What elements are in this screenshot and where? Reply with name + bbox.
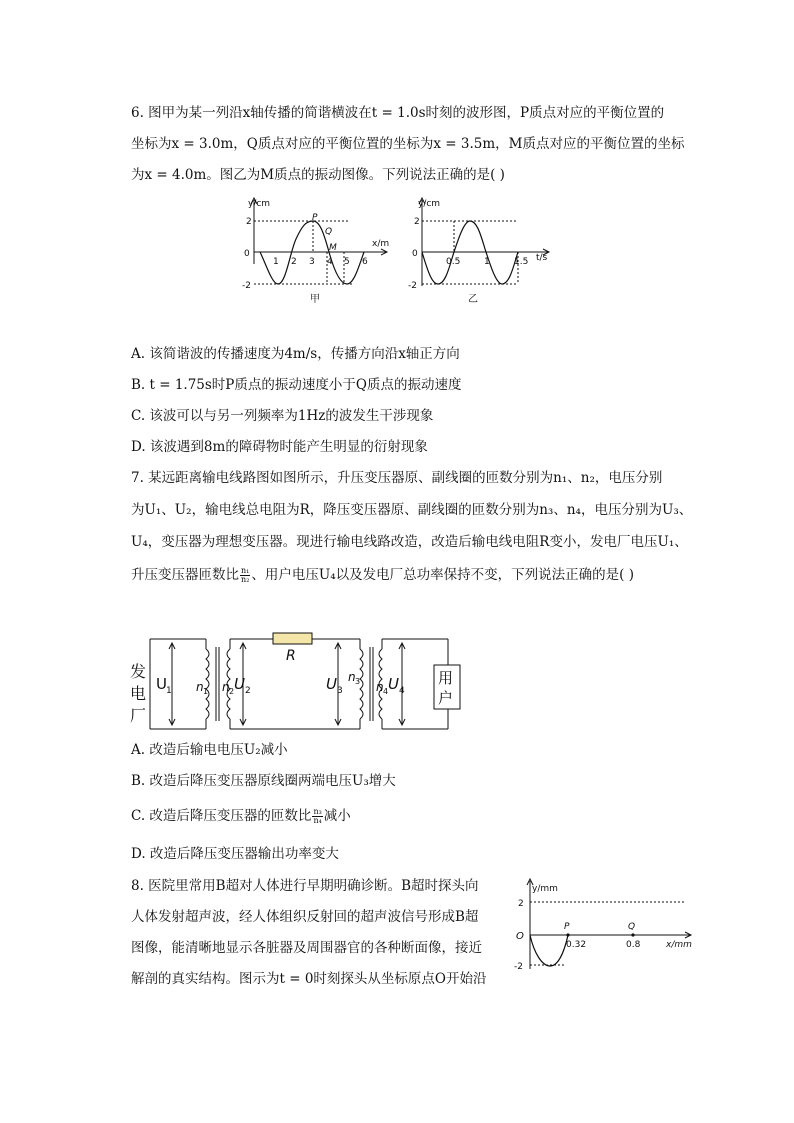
load-label-char: 户 <box>438 689 454 707</box>
q6-line-2: 坐标为x = 3.0m，Q质点对应的平衡位置的坐标为x = 3.5m，M质点对应的平衡位置的坐标 <box>131 136 685 152</box>
t-tick: 1 <box>484 257 490 267</box>
ultrasound-wave-graph <box>508 873 694 973</box>
point-p-label: P <box>312 213 318 223</box>
q6-option-d[interactable]: D. 该波遇到8m的障碍物时能产生明显的衍射现象 <box>131 439 428 455</box>
turns-ratio-n3-n4 <box>312 808 322 825</box>
q8-line-4: 解剖的真实结构。图示为t = 0时刻探头从坐标原点O开始沿 <box>131 971 487 987</box>
x-tick: 1 <box>273 257 279 267</box>
origin-label: O <box>516 931 524 942</box>
point-m-label: M <box>329 243 337 253</box>
voltage-u2-label: U <box>234 675 245 693</box>
x-tick: 3 <box>309 257 315 267</box>
fraction-denominator: n₂ <box>241 575 250 584</box>
q6-line-1: 6. 图甲为某一列沿x轴传播的简谐横波在t = 1.0s时刻的波形图，P质点对应的平衡位置的 <box>131 105 665 121</box>
voltage-u4-label: U <box>388 675 399 693</box>
q7-option-b[interactable]: B. 改造后降压变压器原线圈两端电压U₃增大 <box>131 773 396 789</box>
axis-x-label: x/m <box>372 239 390 249</box>
x-tick-p: 0.32 <box>566 940 587 950</box>
q8-line-3: 图像，能清晰地显示各脏器及周围器官的各种断面像，接近 <box>131 940 482 956</box>
turns-n1-sub: 1 <box>203 687 209 696</box>
figure-caption-jia: 甲 <box>310 294 320 305</box>
axis-x-label: t/s <box>536 253 548 263</box>
t-tick: 1.5 <box>514 257 529 267</box>
q7-option-c[interactable] <box>131 807 351 825</box>
turns-n4-sub: 4 <box>383 687 389 696</box>
point-p-label: P <box>564 922 570 932</box>
q6-option-c[interactable]: C. 该波可以与另一列频率为1Hz的波发生干涉现象 <box>131 408 434 424</box>
load-label-char: 用 <box>438 669 454 687</box>
q7-line-4 <box>131 566 634 584</box>
resistor-r <box>273 633 312 644</box>
ultrasound-wave-curve <box>530 935 568 966</box>
y-top-label: 2 <box>414 217 420 227</box>
source-label-char: 厂 <box>130 706 147 725</box>
axis-x-label: x/mm <box>666 940 692 950</box>
q7-line-3: U₄，变压器为理想变压器。现进行输电线路改造，改造后输电线电阻R变小，发电厂电压U₁、 <box>131 534 688 550</box>
q6-line-3: 为x = 4.0m。图乙为M质点的振动图像。下列说法正确的是( ) <box>131 167 505 183</box>
y-bottom-label: -2 <box>242 281 251 291</box>
turns-n3-sub: 3 <box>355 677 361 686</box>
voltage-u1-sub: 1 <box>166 686 172 696</box>
axis-y-label: y/cm <box>418 199 441 209</box>
q7-line-2: 为U₁、U₂，输电线总电阻为R，降压变压器原、副线圈的匝数分别为n₃、n₄，电压分别为U₃、 <box>131 502 693 518</box>
q7-line-4-part-a: 升压变压器匝数比 <box>131 567 239 583</box>
voltage-u1-label: U <box>156 675 167 693</box>
x-tick: 2 <box>291 257 297 267</box>
resistor-label: R <box>286 648 296 664</box>
q7-option-d[interactable]: D. 改造后降压变压器输出功率变大 <box>131 846 339 862</box>
turns-ratio-n1-n2 <box>240 567 250 584</box>
point-q-label: Q <box>325 227 333 237</box>
y-bottom-label: -2 <box>408 281 417 291</box>
y-bottom-label: -2 <box>514 962 523 972</box>
axis-y-label: y/mm <box>532 884 558 894</box>
wave-graph-jia <box>240 194 395 306</box>
q7-option-c-part-b: 减小 <box>323 808 351 824</box>
transmission-circuit-diagram <box>126 625 466 735</box>
q7-option-a[interactable]: A. 改造后输电电压U₂减小 <box>131 742 288 758</box>
source-label-char: 电 <box>130 684 147 703</box>
axis-y-label: y/cm <box>248 199 271 209</box>
voltage-u2-sub: 2 <box>245 686 251 696</box>
q6-option-a[interactable]: A. 该简谐波的传播速度为4m/s，传播方向沿x轴正方向 <box>131 346 460 362</box>
source-label-char: 发 <box>130 662 147 681</box>
q7-line-1: 7. 某远距离输电线路图如图所示，升压变压器原、副线圈的匝数分别为n₁、n₂，电压分别 <box>131 470 663 486</box>
voltage-u3-sub: 3 <box>337 686 343 696</box>
x-tick: 6 <box>362 257 368 267</box>
origin-label: 0 <box>412 249 418 259</box>
voltage-u3-label: U <box>326 675 337 693</box>
fraction-numerator: n₃ <box>313 807 322 816</box>
point-q-marker <box>631 933 634 936</box>
point-p-marker <box>566 933 569 936</box>
turns-n3-label: n <box>348 670 356 684</box>
t-tick: 0.5 <box>446 257 461 267</box>
vibration-graph-yi <box>408 194 558 306</box>
figure-caption-yi: 乙 <box>468 294 478 305</box>
turns-n2-sub: 2 <box>229 687 235 696</box>
q8-line-1: 8. 医院里常用B超对人体进行早期明确诊断。B超时探头向 <box>131 878 479 894</box>
x-tick: 4 <box>327 257 333 267</box>
x-tick-q: 0.8 <box>626 940 641 950</box>
voltage-u4-sub: 4 <box>399 686 405 696</box>
origin-label: 0 <box>244 249 250 259</box>
turns-n4-label: n <box>376 680 384 694</box>
y-top-label: 2 <box>518 899 524 909</box>
point-q-label: Q <box>628 922 636 932</box>
y-top-label: 2 <box>246 217 252 227</box>
q7-option-c-part-a: C. 改造后降压变压器的匝数比 <box>131 808 312 824</box>
turns-n1-label: n <box>196 680 204 694</box>
turns-n2-label: n <box>222 680 230 694</box>
fraction-denominator: n₄ <box>313 816 322 825</box>
fraction-numerator: n₁ <box>241 566 250 575</box>
x-tick: 5 <box>344 257 350 267</box>
q7-line-4-part-b: 、用户电压U₄以及发电厂总功率保持不变，下列说法正确的是( ) <box>251 567 634 583</box>
q6-option-b[interactable]: B. t = 1.75s时P质点的振动速度小于Q质点的振动速度 <box>131 377 462 393</box>
q8-line-2: 人体发射超声波，经人体组织反射回的超声波信号形成B超 <box>131 909 479 925</box>
